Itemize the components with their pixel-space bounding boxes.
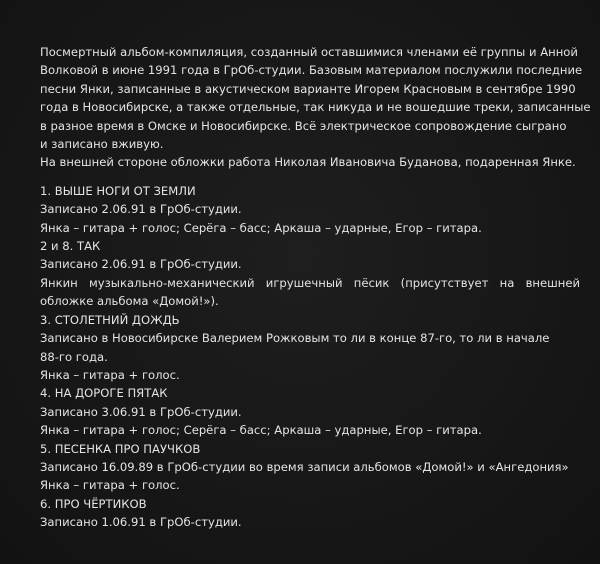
track-note: Записано 16.09.89 в ГрОб-студии во время записи альбомов «Домой!» и «Ангедония»: [40, 459, 569, 474]
intro-line: в разное время в Омске и Новосибирске. Всё электрическое сопровождение сыграно: [40, 118, 567, 133]
track-title: 3. СТОЛЕТНИЙ ДОЖДЬ: [40, 312, 180, 327]
track-note: Янкин музыкально-механический игрушечный пёсик (присутствует на внешней: [40, 275, 580, 290]
track-title: 5. ПЕСЕНКА ПРО ПАУЧКОВ: [40, 441, 201, 456]
track-note: Янка – гитара + голос; Серёга – басс; Аркаша – ударные, Егор – гитара.: [40, 423, 482, 438]
intro-line: и записано вживую.: [40, 137, 164, 152]
track-note: Янка – гитара + голос.: [40, 367, 180, 382]
intro-line: года в Новосибирске, а также отдельные, так никуда и не вошедшие треки, записанные: [40, 100, 591, 115]
track-note: Записано 3.06.91 в ГрОб-студии.: [40, 404, 242, 419]
intro-line: песни Янки, записанные в акустическом варианте Игорем Красновым в сентябре 1990: [40, 81, 576, 96]
track-note: Записано 2.06.91 в ГрОб-студии.: [40, 202, 242, 217]
intro-paragraph: [40, 43, 591, 172]
track-entry: [40, 495, 580, 532]
track-note: обложке альбома «Домой!»).: [40, 294, 219, 309]
track-note: Записано 2.06.91 в ГрОб-студии.: [40, 257, 242, 272]
track-entry: [40, 237, 580, 311]
intro-line: На внешней стороне обложки работа Николая Ивановича Буданова, подаренная Янке.: [40, 155, 576, 170]
track-note: Записано в Новосибирске Валерием Рожковым то ли в конце 87-го, то ли в начале: [40, 331, 550, 346]
track-entry: [40, 384, 580, 439]
track-note: Янка – гитара + голос.: [40, 478, 180, 493]
intro-line: Волковой в июне 1991 года в ГрОб-студии. Базовым материалом послужили последние: [40, 63, 583, 78]
track-note: 88-го года.: [40, 349, 108, 364]
track-entry: [40, 182, 580, 237]
track-note: Записано 1.06.91 в ГрОб-студии.: [40, 515, 242, 530]
track-note: Янка – гитара + голос; Серёга – басс; Аркаша – ударные, Егор – гитара.: [40, 220, 482, 235]
track-title: 6. ПРО ЧЁРТИКОВ: [40, 496, 147, 511]
liner-notes-text: [40, 43, 591, 532]
track-title: 1. ВЫШЕ НОГИ ОТ ЗЕМЛИ: [40, 183, 196, 198]
intro-line: Посмертный альбом-компиляция, созданный оставшимися членами её группы и Анной: [40, 45, 578, 59]
track-title: 4. НА ДОРОГЕ ПЯТАК: [40, 386, 168, 401]
track-entry: [40, 311, 580, 385]
track-entry: [40, 440, 580, 495]
track-title: 2 и 8. ТАК: [40, 239, 101, 254]
